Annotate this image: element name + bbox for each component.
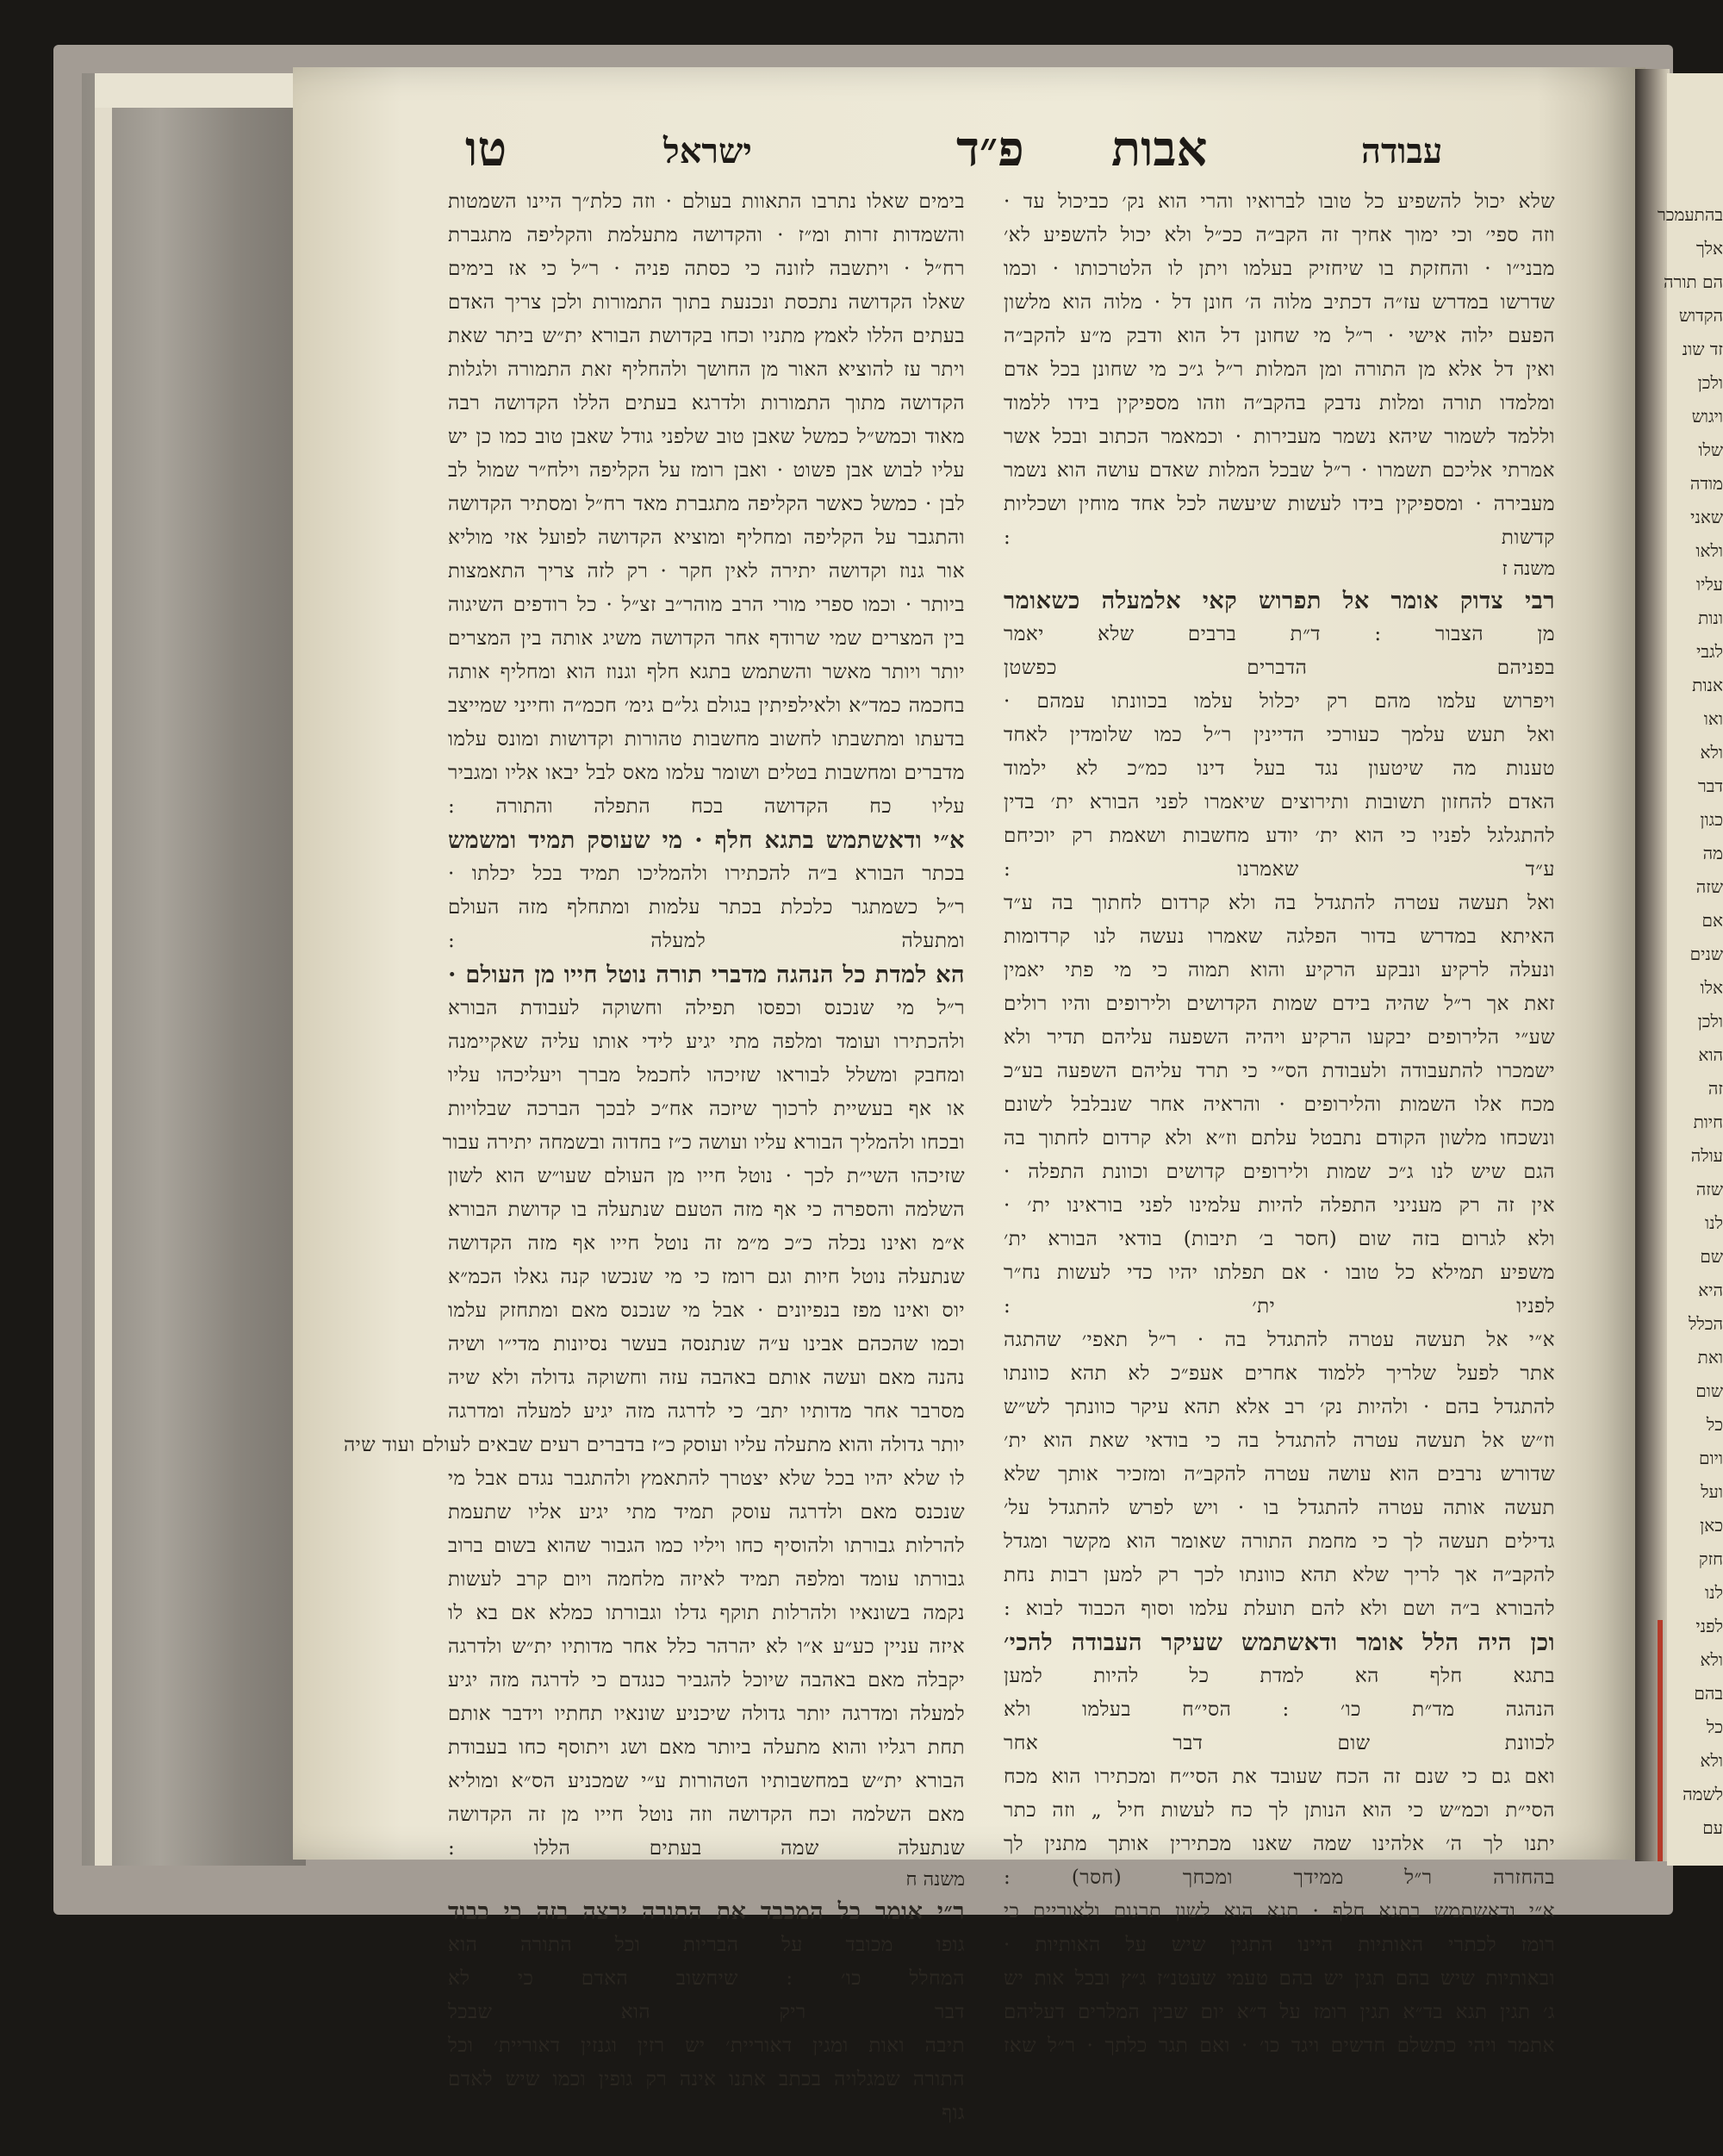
text-line: טענות מה שיטעון נגד בעל דינו כמ״כ לא ילמוד bbox=[1004, 757, 1555, 780]
facing-page-fragment: שנים bbox=[1689, 944, 1723, 964]
text-line: להבורא ב״ה ושם ולא להם תועלת עלמו וסוף הכבוד לבוא : bbox=[1004, 1598, 1555, 1620]
text-line: שדרשו במדרש עז״ה דכתיב מלוה ה׳ חונן דל · מלוה הוא מלשון bbox=[1004, 291, 1555, 314]
text-line: דבר ריק הוא שבכל bbox=[448, 2001, 965, 2023]
text-line: ומחבק ומשלל לבוראו שזיכהו לחכמל מברך ויעליכהו עליו bbox=[448, 1064, 965, 1087]
facing-page-fragment: כאן bbox=[1700, 1515, 1723, 1536]
text-line: להתגלגל לפניו כי הוא ית׳ יודע מחשבות ושאמת רק יוכיחם bbox=[1004, 825, 1555, 847]
text-line: בעתים הללו לאמץ מתניו וכחו בקדושת הבורא ית״ש ביתר שאת bbox=[448, 325, 965, 347]
facing-page-fragment: כל bbox=[1706, 1717, 1723, 1737]
text-line: ונשכחו מלשון הקודם נתבטל עלתם וז״א ולא קרדום לחתוך בה bbox=[1004, 1127, 1555, 1150]
facing-page-fragment: אלו bbox=[1700, 977, 1723, 998]
facing-page-fragment: ולכן bbox=[1697, 372, 1723, 393]
facing-page-fragment: היא bbox=[1698, 1280, 1723, 1300]
text-line: נקמה בשונאיו ולהרלות תוקף גדלו וגבורתו כמלא אם בא לו bbox=[448, 1602, 965, 1624]
page-edge-top bbox=[95, 73, 310, 108]
text-line: מבני״ו · והחזקת בו שיחזיק בעלמו ויתן לו הלטרכותו · וכמו bbox=[1004, 258, 1555, 280]
text-line: הבורא ית״ש במחשבותיו הטהורות ע״י שמכניע הס״א ומוליא bbox=[448, 1770, 965, 1792]
text-line: ובכחו ולהמליך הבורא עליו ועושה כ״ז בחדוה ובשמחה יתירה עבור bbox=[442, 1131, 965, 1154]
mishna-heading: משנה ז bbox=[1502, 558, 1555, 580]
facing-page-fragment: לשמה bbox=[1683, 1784, 1723, 1804]
text-line: תעשה אותה עטרה להתגדל בו · ויש לפרש להתגדל על׳ bbox=[1004, 1497, 1555, 1519]
text-line: שדורש נרבים הוא עושה עטרה להקב״ה ומזכיר אותך שלא bbox=[1004, 1463, 1555, 1486]
text-line: בפניהם הדברים כפשטן bbox=[1004, 657, 1555, 679]
facing-page-fragment: אלך bbox=[1695, 238, 1723, 259]
facing-page-fragment: מה bbox=[1702, 843, 1723, 863]
text-line: ר״ל כשמתגר כלכלת בכתר עלמות ומתחלף מזה העולם bbox=[448, 896, 965, 919]
text-line: ומתעלה למעלה : bbox=[448, 930, 965, 952]
text-line: הפעם ילוה אישי · ר״ל מי שחונן דל הוא ודבק מ״ע להקב״ה bbox=[1004, 325, 1555, 347]
facing-page-text bbox=[1657, 198, 1723, 1845]
facing-page-fragment: ולכן bbox=[1697, 1011, 1723, 1031]
text-line: תחת רגליו והוא מתעלה ביותר מאם ושג ויתוסף כחו בעבודת bbox=[448, 1736, 965, 1759]
text-line: לכוונת שום דבר אחר bbox=[1004, 1732, 1555, 1754]
text-line: לפניו ית׳ : bbox=[1004, 1295, 1555, 1318]
facing-page-fragment: עולה bbox=[1690, 1145, 1723, 1166]
text-line: קדשות : bbox=[1004, 527, 1555, 549]
text-line: ויפרוש עלמו מהם רק יכלול עלמו בכוונתו עמהם · bbox=[1004, 690, 1555, 713]
text-line: ביותר · וכמו ספרי מורי הרב מוהר״ב זצ״ל · כל רודפים השיגוה bbox=[448, 594, 965, 616]
facing-page-fragment: כגון bbox=[1700, 809, 1723, 830]
text-line: בדעתו ומתשבתו לחשוב מחשבות טהורות וקדושות ומונס עלמו bbox=[448, 728, 965, 751]
section-opening-line: ואל תעש עלמך כעורכי הדיינין ר״ל כמו שלומדין לאחד bbox=[1004, 724, 1555, 746]
text-line: ג׳ תגין תגא בד״א תגין רומז על ד״א יום שבין המלרים דעליהם bbox=[1004, 2001, 1556, 2023]
text-line: המחלל כו׳ : שיחשוב האדם כי לא bbox=[448, 1967, 965, 1990]
text-line: תיבה ואות ומגין דאוריית׳ יש רזין וגנזין דאוריית׳ וכל bbox=[448, 2034, 965, 2057]
text-line: ע״ד שאמרנו : bbox=[1004, 858, 1555, 881]
header-word-left: ישראל bbox=[663, 131, 752, 171]
facing-page-fragment: ולא bbox=[1700, 742, 1723, 763]
text-line: והתגבר על הקליפה ומחליף ומוציא הקדושה לפועל אזי מוליא bbox=[448, 527, 965, 549]
text-line: אין זה רק מעניני התפלה להיות עלמינו לפני בוראינו ית׳ · bbox=[1004, 1194, 1555, 1217]
text-line: משפיע תמילא כל טובו · אם תפלתו יהיו כדי לעשות נח״ר bbox=[1004, 1262, 1555, 1284]
facing-page-fragment: עם bbox=[1702, 1817, 1723, 1838]
facing-page-fragment: כל bbox=[1706, 1414, 1723, 1435]
facing-page-fragment: הקדוש bbox=[1678, 305, 1723, 326]
page-edges bbox=[82, 73, 306, 1866]
text-line: אתר לפעל שלריך ללמוד אחרים אעפ״כ לא תהא כוונתו bbox=[1004, 1362, 1555, 1385]
text-line: גבורתו עומד ומלפה תמיד לאיזה מלחמה ויום קרב לעשות bbox=[448, 1568, 965, 1591]
page-edge-left bbox=[95, 73, 112, 1866]
text-line: זאת אך ר״ל שהיה בידם שמות הקדושים ולירופים והיו רולים bbox=[1004, 993, 1555, 1015]
text-line: שזיכהו השי״ת לכך · נוטל חייו מן העולם שעו״ש הוא לשון bbox=[448, 1165, 965, 1187]
text-line: איזה עניין כע״ע א״ו לא יהרהר כלל אחר מדותיו ית״ש ולדרגה bbox=[448, 1636, 965, 1658]
book-gutter bbox=[1635, 69, 1670, 1861]
text-line: להקב״ה אך לריך שלא תהא כוונתו לכך רק למען רבות נחת bbox=[1004, 1564, 1555, 1586]
text-line: הסי״ת וכמ״ש כי הוא הנותן לך כח לעשות חיל „ וזה כתר bbox=[1004, 1799, 1555, 1822]
text-line: ולא לגרום בזה שום (חסר ב׳ תיבות) בודאי הבורא ית׳ bbox=[1004, 1228, 1555, 1250]
text-line: להתגדל בהם · ולהיות נק׳ רב אלא תהא עיקר כוונתך לש״ש bbox=[1004, 1396, 1555, 1418]
text-line: שע״י הלירופים יבקעו הרקיע ויהיה השפעה עליהם תדיר ולא bbox=[1004, 1026, 1555, 1049]
text-line: הגם שיש לנו ג״כ שמות ולירופים קדושים וכוונת התפלה · bbox=[1004, 1161, 1555, 1183]
text-line: מסרבר אחר מדותיו יתב׳ כי לדרגה מזה יגיע למעלה ומדרגה bbox=[448, 1400, 965, 1423]
text-line: ובאותיות שיש בהם תגין יש בהם טעמי שעטנ״ז ג״ץ ובכל אות יש bbox=[1004, 1967, 1555, 1990]
facing-page-fragment: שום bbox=[1695, 1380, 1723, 1401]
text-line: לבן · כמשל כאשר הקליפה מתגברת מאד רח״ל ומסתיר הקדושה bbox=[448, 493, 965, 515]
facing-page-fragment: אם bbox=[1701, 910, 1723, 931]
facing-page-fragment: חיות bbox=[1693, 1112, 1723, 1132]
facing-page-fragment: מודה bbox=[1689, 473, 1723, 494]
facing-page-fragment: בהם bbox=[1694, 1683, 1723, 1704]
text-line: יוס ואינו מפז בנפיונים · אבל מי שנכנס מאם ומתחזק עלמו bbox=[448, 1299, 965, 1322]
mishna-heading: משנה ח bbox=[905, 1869, 965, 1891]
section-opening-line: וכן היה הלל אומר ודאשתמש שעיקר העבודה להכי׳ bbox=[1004, 1629, 1555, 1656]
section-opening-line: א״י אל תעשה עטרה להתגדל בה · ר״ל תאפי׳ שהתגה bbox=[1004, 1329, 1555, 1351]
text-line: יתנו לך ה׳ אלהינו שמה שאנו מכתירין אותך מתנין לך bbox=[1004, 1833, 1555, 1855]
facing-page-fragment: שם bbox=[1700, 1246, 1723, 1267]
facing-page-fragment: ואת bbox=[1697, 1347, 1723, 1368]
right-text-column bbox=[1004, 185, 1555, 2063]
facing-page-fragment: לנו bbox=[1705, 1212, 1723, 1233]
text-line: בהחזרה ר״ל ממידך ומכחך (חסר) : bbox=[1004, 1866, 1555, 1889]
facing-page-fragment: ועל bbox=[1701, 1481, 1723, 1502]
text-line: שאלו הקדושה נתכסת ונכנעת בתוך התמורות ולכן צריך האדם bbox=[448, 291, 965, 314]
text-line: יקבלה מאם באהבה שיוכל להגביר כנגדם כי לדרגה מזה יגיע bbox=[448, 1669, 965, 1692]
facing-page-fragment: אנות bbox=[1692, 675, 1723, 695]
facing-page-fragment: ולא bbox=[1700, 1750, 1723, 1771]
text-line: לו שלא יהיו בכל שלא יצטרך להתאמץ ולהתגבר נגדם אבל מי bbox=[448, 1467, 965, 1490]
text-line: ישמכרו להתעבודה ולעבודת הס״י כי תרד עליהם השפעה בע״כ bbox=[1004, 1060, 1555, 1082]
text-line: ואין דל אלא מן התורה ומן המלות ר״ל ג״כ מי שחונן בכל אדם bbox=[1004, 358, 1555, 381]
text-line: להרלות גבורתו ולהוסיף כחו ויליו כמו הגבור שהוא בשום ברוב bbox=[448, 1535, 965, 1557]
text-line: בתגא חלף הא למדת כל להיות למען bbox=[1004, 1665, 1555, 1687]
page-number-hebrew: טו bbox=[465, 121, 507, 178]
text-line: גדילים תעשה לך כי מחמת התורה שאומר הוא מקשר ומגדל bbox=[1004, 1530, 1555, 1553]
facing-page-fragment: ואו bbox=[1703, 708, 1723, 729]
text-line: האיתא במדרש בדור הפלגה שאמרו נעשה לנו קרדומות bbox=[1004, 925, 1555, 948]
text-line: יותר גדולה והוא מתעלה עליו ועוסק כ״ז בדברים רעים שבאים לעולם ועוד שיה bbox=[343, 1434, 965, 1456]
text-line: מעבירה · ומספיקין בידו לעשות שיעשה לכל אחד מוחין ושכליות bbox=[1004, 493, 1555, 515]
facing-page-fragment: ולאו bbox=[1695, 540, 1723, 561]
facing-page-fragment: שזה bbox=[1695, 876, 1723, 897]
text-line: מכח אלו השמות והלירופים · והראיה אחר שנבלבל לשונם bbox=[1004, 1094, 1555, 1116]
text-line: גופו מכובד על הבריות וכל התורה הוא bbox=[448, 1934, 965, 1956]
text-line: התורה שמגלויה בכתב אתנו אינה רק גופין וכמו שיש לאדם bbox=[448, 2068, 965, 2091]
text-line: וללמד לשמור שיהא נשמר מעבירות · וכמאמר הכתוב ובכל אשר bbox=[1004, 426, 1555, 448]
facing-page-fragment: חזק bbox=[1698, 1548, 1723, 1569]
text-line: א״מ ואינו נכלה כ״כ מ״מ זה נוטל חייו אף מזה הקדושה bbox=[448, 1232, 965, 1255]
header-chapter: פ״ד bbox=[956, 121, 1024, 178]
facing-page-fragment: ויום bbox=[1699, 1448, 1723, 1468]
text-line: שנתעלה שמה בעתים הללו : bbox=[448, 1837, 965, 1860]
text-line: אתמר ויהי כתשלם חדשים ויגד כו׳ · ואם תגר כלתך · ר״ל שאז bbox=[1004, 2034, 1555, 2057]
facing-page-fragment: זה bbox=[1707, 1078, 1723, 1099]
text-line: ויתר עז להוציא האור מן החושך ולהחליף זאת התמורה ולגלות bbox=[448, 358, 965, 381]
text-line: ולהכתירו ועומד ומלפה מתי יגיע לידי אותו עליה שאקיימנה bbox=[448, 1031, 965, 1053]
text-line: מאוד וכמש״ל כמשל שאבן טוב שלפני גודל שאבן טוב כמו כן יש bbox=[448, 426, 965, 448]
text-line: עליו כח הקדושה בכח התפלה והתורה : bbox=[448, 795, 965, 818]
text-line: וזה ספי׳ וכי ימוך אחיך זה הקב״ה ככ״ל ולא יכול להשפיע לא׳ bbox=[1004, 224, 1555, 246]
section-opening-line: א״י ודאשתמש בתגא חלף · תגא הוא לשון תרגום ולאוריים כי bbox=[1004, 1900, 1555, 1922]
text-line: גוף bbox=[942, 2102, 965, 2124]
text-line: אמרתי אליכם תשמרו · ר״ל שבכל המלות שאדם עושה הוא נשמר bbox=[1004, 459, 1555, 482]
facing-page-fragment: הכלל bbox=[1689, 1313, 1723, 1334]
facing-page-fragment: הם תורה bbox=[1664, 271, 1723, 292]
text-line: ר״ל מי שנכנס וכפסו תפילה וחשוקה לעבודת הבורא bbox=[448, 997, 965, 1019]
section-opening-line: א״י ודאשתמש בתגא חלף · מי שעוסק תמיד ומשמש bbox=[448, 827, 965, 854]
section-opening-line: ר״י אומר כל המכבד את התורה ירצה בזה כי כבוד bbox=[448, 1898, 965, 1925]
left-text-column bbox=[343, 185, 965, 2130]
facing-page-fragment: לפני bbox=[1695, 1616, 1723, 1636]
header-title: אבות bbox=[1111, 121, 1208, 178]
text-line: מן הצבור : ד״ת ברבים שלא יאמר bbox=[1004, 623, 1555, 645]
section-opening-line: ואל תעשה עטרה להתגדל בה ולא קרדום לחתוך בה ע״ד bbox=[1004, 892, 1555, 914]
text-line: ונעלה לרקיע ונבקע הרקיע והוא תמוה כי מי פתי יאמין bbox=[1004, 959, 1555, 981]
facing-page-fragment: בהתעמכר bbox=[1657, 204, 1723, 225]
text-line: שנכנס מאם ולדרגה עוסק תמיד מתי יגיע אליו שתעמת bbox=[448, 1501, 965, 1524]
header-word-right: עבודה bbox=[1361, 131, 1443, 171]
facing-page-fragment: שזה bbox=[1695, 1179, 1723, 1200]
section-opening-line: הא למדת כל הנהגה מדברי תורה נוטל חייו מן העולם · bbox=[448, 962, 965, 988]
text-line: עליו לבוש אבן פשוט · ואבן רומז על הקליפה וילח״ר שמול לב bbox=[448, 459, 965, 482]
text-line: בחכמה כמד״א ולאילפיתין בגולם גל״ם גימ׳ חכמ״ה וחייני שמייצב bbox=[448, 695, 965, 717]
text-line: הקדושה מתוך התמורות ולדרגא בעתים הללו הקדושה רבה bbox=[448, 392, 965, 414]
facing-page-fragment: עליו bbox=[1695, 574, 1723, 595]
text-line: בין המצרים שמי שרודף אחר הקדושה משיג אותה בין המצרים bbox=[448, 627, 965, 650]
text-line: שנתעלה נוטל חיות וגם רומז כי מי שנכשו קנה גאלו הכמ״א bbox=[448, 1266, 965, 1288]
facing-page-fragment: דבר bbox=[1697, 776, 1723, 796]
text-line: וז״ש אל תעשה עטרה להתגדל בה כי בודאי שאת הוא ית׳ bbox=[1004, 1430, 1555, 1452]
text-line: או אף בעשיית לרכוך שיזכה אח״כ לבכך הברכה שבלויות bbox=[448, 1098, 965, 1120]
facing-page-fragment: שלו bbox=[1698, 439, 1723, 460]
text-line: רומז לכתרי האותיות היינו התגין שיש על האותיות · bbox=[1004, 1934, 1555, 1956]
section-opening-line: רבי צדוק אומר אל תפרוש קאי אלמעלה כשאומר bbox=[1004, 588, 1555, 614]
text-line: רח״ל · ויתשבה לזונה כי כסתה פניה · ר״ל כי אז בימים bbox=[448, 258, 965, 280]
text-line: שלא יכול להשפיע כל טובו לברואיו והרי הוא נק׳ כביכול עד · bbox=[1004, 190, 1555, 213]
text-line: וכמו שהכהם אבינו ע״ה שנתנסה בעשר נסיונות מדי״ו ושיה bbox=[448, 1333, 965, 1355]
text-line: למעלה ומדרגה יותר גדולה שיכניע שונאיו תחתיו וידבר אותם bbox=[448, 1703, 965, 1725]
text-line: והשמדות זרות ומ״ז · והקדושה מתעלמת והקליפה מתגברת bbox=[448, 224, 965, 246]
text-line: נהנה מאם ועשה אותם באהבה עזה וחשוקה גדולה ולא שיה bbox=[448, 1367, 965, 1389]
facing-page-fragment: הוא bbox=[1698, 1044, 1723, 1065]
facing-page-fragment: שאני bbox=[1690, 507, 1723, 527]
text-line: יותר ויותר מאשר והשתמש בתגא חלף וגנוז הוא ומחליף אותה bbox=[448, 661, 965, 683]
facing-page-fragment: לגבי bbox=[1696, 641, 1723, 662]
text-line: מאם השלמה וכח הקדושה וזה נוטל חייו מן זה הקדושה bbox=[448, 1804, 965, 1826]
text-line: האדם להחזון תשובות ותירוצים שיאמרו לפני הבורא ית׳ בדין bbox=[1004, 791, 1555, 813]
facing-page-fragment: ולא bbox=[1700, 1649, 1723, 1670]
facing-page-fragment: ויגוש bbox=[1691, 406, 1723, 427]
text-line: בימים שאלו נתרבו התאוות בעולם · וזה כלת״ך היינו השמטות bbox=[448, 190, 965, 213]
text-line: אור גנוז וקדושה יתירה לאין חקר · רק לזה צריך התאמצות bbox=[448, 560, 965, 583]
facing-page-fragment: זד שונ bbox=[1682, 339, 1723, 359]
text-line: הנהגה מד״ת כו׳ : הסי״ח בעלמו ולא bbox=[1004, 1698, 1555, 1721]
facing-page-fragment: לנו bbox=[1705, 1582, 1723, 1603]
text-line: מדברים ומחשבות בטלים ושומר עלמו מאס לבל יבאו אליו ומגביר bbox=[448, 762, 965, 784]
text-line: ומלמדו תורה ומלות נדבק בהקב״ה וזהו מספיקין בידו ללמוד bbox=[1004, 392, 1555, 414]
facing-page-fragment: ונות bbox=[1698, 608, 1723, 628]
text-line: השלמה והספרה כי אף מזה הטעם שנתעלה בו קדושת הבורא bbox=[448, 1199, 965, 1221]
text-line: ואם גם כי שנם זה הכח שעובד את הסי״ח ומכתירו הוא מכח bbox=[1004, 1766, 1555, 1788]
bookmark-ribbon bbox=[1658, 1620, 1663, 1861]
text-line: בכתר הבורא ב״ה להכתירו ולהמליכו תמיד בכל יכלתו · bbox=[448, 863, 965, 885]
